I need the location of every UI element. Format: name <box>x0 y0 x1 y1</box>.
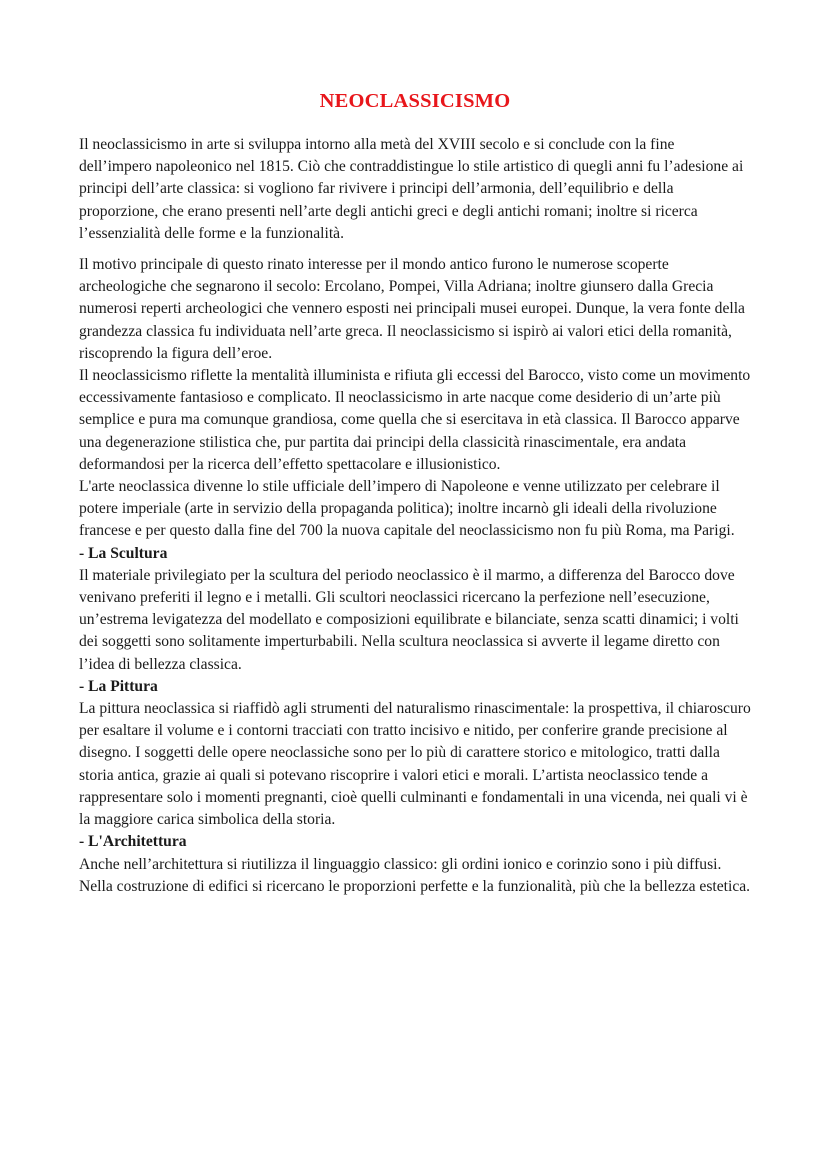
document-page <box>79 88 751 898</box>
heading-architecture: - L'Architettura <box>79 833 187 851</box>
paragraph-enlightenment: Il neoclassicismo riflette la mentalità illuminista e rifiuta gli eccessi del Barocco, visto come un movimento eccessivamente fantasioso e complicato. Il neoclassicismo in arte nacque come desiderio di un’arte più semplice e pura ma comunque grandiosa, come quella che si esercitava in età classica. Il Barocco apparve una degenerazione stilistica che, pur partita dai principi della classicità rinascimentale, era andata deformandosi per la ricerca dell’effetto spettacolare e illusionistico. <box>79 367 751 473</box>
paragraph-architecture: Anche nell’architettura si riutilizza il linguaggio classico: gli ordini ionico e corinzio sono i più diffusi. Nella costruzione di edifici si ricercano le proporzioni perfette e la funzionalità, più che la bellezza estetica. <box>79 855 751 895</box>
heading-painting: - La Pittura <box>79 677 158 695</box>
document-title: NEOCLASSICISMO <box>319 90 511 112</box>
paragraph-motive: Il motivo principale di questo rinato interesse per il mondo antico furono le numerose scoperte archeologiche che segnarono il secolo: Ercolano, Pompei, Villa Adriana; inoltre giunsero dalla Grecia numerosi reperti archeologici che vennero esposti nei principali musei europei. Dunque, la vera fonte della grandezza classica fu individuata nell’arte greca. Il neoclassicismo si ispirò ai valori etici della romanità, riscoprendo la figura dell’eroe. <box>79 256 745 362</box>
heading-sculpture: - La Scultura <box>79 544 168 562</box>
paragraph-intro: Il neoclassicismo in arte si sviluppa intorno alla metà del XVIII secolo e si conclude con la fine dell’impero napoleonico nel 1815. Ciò che contraddistingue lo stile artistico di quegli anni fu l’adesione ai principi dell’arte classica: si vogliono far rivivere i principi dell’armonia, dell’equilibrio e della proporzione, che erano presenti nell’arte degli antichi greci e degli antichi romani; inoltre si ricerca l’essenzialità delle forme e la funzionalità. <box>79 136 744 242</box>
paragraph-painting: La pittura neoclassica si riaffidò agli strumenti del naturalismo rinascimentale: la prospettiva, il chiaroscuro per esaltare il volume e i contorni tracciati con tratto incisivo e nitido, per conferire grande precisione al disegno. I soggetti delle opere neoclassiche sono per lo più di carattere storico e mitologico, tratti dalla storia antica, grazie ai quali si potevano riscoprire i valori etici e morali. L’artista neoclassico tende a rappresentare solo i momenti pregnanti, cioè quelli culminanti e fondamentali in una vicenda, nei quali vi è la maggiore carica simbolica della storia. <box>79 700 751 829</box>
paragraph-sculpture: Il materiale privilegiato per la scultura del periodo neoclassico è il marmo, a differenza del Barocco dove venivano preferiti il legno e i metalli. Gli scultori neoclassici ricercano la perfezione nell’esecuzione, un’estrema levigatezza del modellato e composizioni equilibrate e bilanciate, senza scatti dinamici; i volti dei soggetti sono solitamente imperturbabili. Nella scultura neoclassica si avverte il legame diretto con l’idea di bellezza classica. <box>79 566 739 673</box>
paragraph-napoleon: L'arte neoclassica divenne lo stile ufficiale dell’impero di Napoleone e venne utilizzato per celebrare il potere imperiale (arte in servizio della propaganda politica); inoltre incarnò gli ideali della rivoluzione francese e per questo dalla fine del 700 la nuova capitale del neoclassicismo non fu più Roma, ma Parigi. <box>79 478 735 540</box>
